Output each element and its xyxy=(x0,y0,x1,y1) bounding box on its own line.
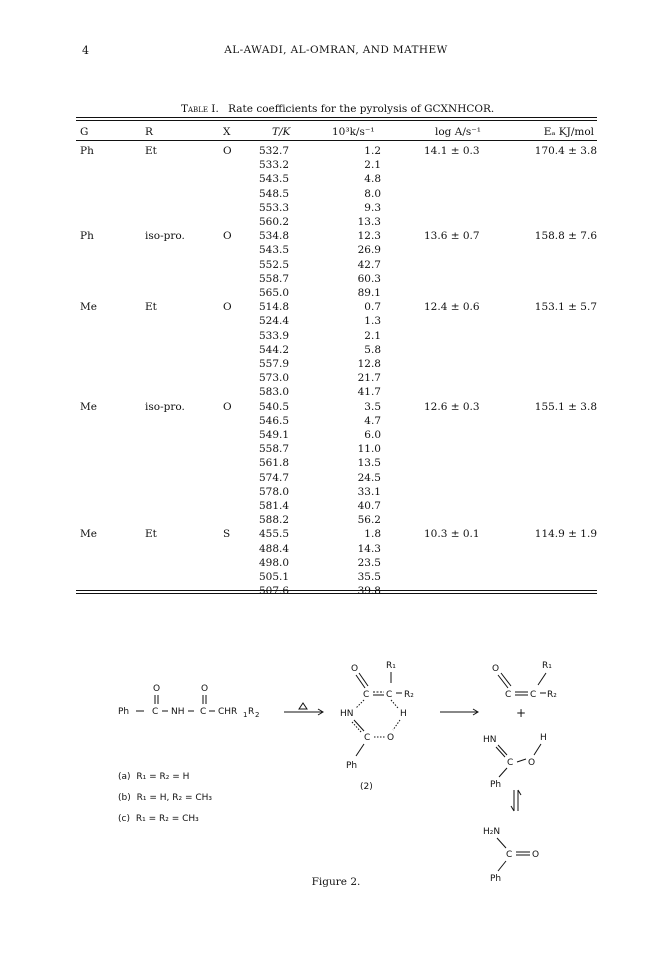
substituent-b-text: R₁ = H, R₂ = CH₃ xyxy=(136,793,213,803)
header-t: T/K xyxy=(272,126,291,138)
cell-k: 14.3 xyxy=(357,542,381,555)
compound-label: (2) xyxy=(360,782,373,792)
reactant-ph: Ph xyxy=(118,707,130,717)
ketene-c1: C xyxy=(505,690,512,700)
cell-t: 532.7 xyxy=(259,145,290,157)
cell-k: 13.5 xyxy=(357,457,381,470)
imidic-acid-structure xyxy=(483,733,547,790)
cell-t: 533.9 xyxy=(259,329,290,342)
cell-k: 4.7 xyxy=(364,414,381,427)
ts-r1: R₁ xyxy=(386,661,396,671)
cell-k: 26.9 xyxy=(357,244,381,257)
table-caption-text: Rate coefficients for the pyrolysis of GCXNHCOR. xyxy=(228,103,495,115)
ts-o: O xyxy=(351,664,359,674)
ts-ch-dotted xyxy=(391,700,398,708)
amide-h2n: H₂N xyxy=(483,827,501,837)
transition-state-structure xyxy=(340,661,414,792)
header-g: G xyxy=(80,126,89,138)
reactant-c1: C xyxy=(152,707,159,717)
cell-k: 2.1 xyxy=(364,329,381,342)
cell-t: 557.9 xyxy=(259,358,290,370)
cell-ea: 153.1 ± 5.7 xyxy=(534,301,597,314)
cell-t: 505.1 xyxy=(259,571,290,583)
cell-ea: 155.1 ± 3.8 xyxy=(534,400,597,413)
substituent-c xyxy=(118,814,199,824)
cell-t: 544.2 xyxy=(259,343,290,356)
running-head: AL-AWADI, AL-OMRAN, AND MATHEW xyxy=(224,44,448,56)
cell-ea: 170.4 ± 3.8 xyxy=(534,145,597,157)
ts-ph-bond xyxy=(356,744,364,756)
cell-t: 578.0 xyxy=(259,485,290,498)
substituent-b xyxy=(118,793,212,803)
cell-k: 13.3 xyxy=(357,216,381,228)
cell-t: 498.0 xyxy=(259,556,290,569)
reactant-structure xyxy=(118,684,259,719)
ketene-r1: R₁ xyxy=(542,661,552,671)
ts-co-bond-a xyxy=(356,675,365,688)
imidic-h: H xyxy=(540,733,547,743)
imidic-co-bond xyxy=(517,759,526,762)
header-loga: log A/s⁻¹ xyxy=(435,126,481,138)
imidic-o: O xyxy=(528,758,536,768)
ts-ph: Ph xyxy=(346,761,358,771)
ketene-c2: C xyxy=(530,690,537,700)
cell-g: Me xyxy=(80,301,97,314)
cell-k: 12.3 xyxy=(357,230,381,243)
cell-k: 1.3 xyxy=(364,315,381,328)
cell-loga: 13.6 ± 0.7 xyxy=(424,230,480,243)
cell-t: 574.7 xyxy=(259,471,290,484)
ketene-co-bond-b xyxy=(501,673,511,686)
cell-t: 588.2 xyxy=(259,514,290,527)
header-k: 10³k/s⁻¹ xyxy=(332,126,375,138)
header-ea: Eₐ KJ/mol xyxy=(543,126,594,138)
reactant-o2: O xyxy=(201,684,209,694)
figure-caption: Figure 2. xyxy=(311,876,361,888)
substituent-c-tag: (c) xyxy=(118,814,130,824)
cell-r: Et xyxy=(145,145,157,157)
cell-x: O xyxy=(223,145,232,157)
cell-k: 42.7 xyxy=(357,258,381,271)
cell-k: 21.7 xyxy=(357,372,381,385)
ts-c2: C xyxy=(386,690,393,700)
header-r: R xyxy=(145,126,153,138)
amide-ph-bond xyxy=(498,861,506,871)
substituent-a-tag: (a) xyxy=(118,772,131,782)
substituent-a xyxy=(118,772,189,782)
cell-k: 4.8 xyxy=(364,173,381,186)
cell-t: 546.5 xyxy=(259,414,290,427)
cell-g: Ph xyxy=(80,145,94,157)
cell-k: 60.3 xyxy=(357,272,381,285)
ts-r2: R₂ xyxy=(404,690,414,700)
cell-k: 12.8 xyxy=(357,358,381,370)
cell-t: 581.4 xyxy=(259,500,290,512)
cell-ea: 114.9 ± 1.9 xyxy=(534,528,597,541)
cell-k: 3.5 xyxy=(364,400,381,413)
cell-x: O xyxy=(223,400,232,413)
cell-t: 558.7 xyxy=(259,272,290,285)
cell-k: 23.5 xyxy=(357,556,381,569)
substituent-key xyxy=(118,772,212,824)
cell-t: 514.8 xyxy=(259,301,290,314)
reactant-r1-sub: 1 xyxy=(243,711,248,719)
cell-k: 11.0 xyxy=(357,443,381,456)
cell-loga: 12.4 ± 0.6 xyxy=(424,301,480,314)
cell-t: 534.8 xyxy=(259,230,290,243)
cell-loga: 12.6 ± 0.3 xyxy=(424,400,480,413)
cell-r: iso-pro. xyxy=(145,230,185,243)
cell-k: 2.1 xyxy=(364,159,381,172)
cell-t: 543.5 xyxy=(259,173,290,186)
page-number: 4 xyxy=(82,44,89,57)
ketene-r2: R₂ xyxy=(547,690,557,700)
cell-t: 543.5 xyxy=(259,244,290,257)
product-arrow-icon xyxy=(440,709,478,715)
cell-r: iso-pro. xyxy=(145,400,185,413)
ts-c1: C xyxy=(363,690,370,700)
ts-co-bond-b xyxy=(359,673,368,686)
reactant-o1: O xyxy=(153,684,161,694)
cell-k: 0.7 xyxy=(364,301,381,314)
cell-t: 507.6 xyxy=(259,585,290,598)
cell-g: Ph xyxy=(80,230,94,243)
cell-t: 560.2 xyxy=(259,216,290,228)
substituent-b-tag: (b) xyxy=(118,793,131,803)
cell-t: 561.8 xyxy=(259,457,290,470)
cell-k: 5.8 xyxy=(364,343,381,356)
cell-g: Me xyxy=(80,528,97,541)
cell-k: 6.0 xyxy=(364,429,381,441)
ketene-r1-bond xyxy=(538,673,546,685)
substituent-a-text: R₁ = R₂ = H xyxy=(136,772,190,782)
ts-ho-dotted xyxy=(393,720,400,730)
cell-k: 24.5 xyxy=(357,471,381,484)
cell-k: 39.8 xyxy=(357,585,381,598)
amide-nc-bond xyxy=(497,838,506,848)
amide-o: O xyxy=(532,850,540,860)
imidic-oh-bond xyxy=(534,744,541,755)
cell-k: 56.2 xyxy=(357,514,381,527)
cell-t: 552.5 xyxy=(259,258,290,271)
cell-t: 548.5 xyxy=(259,187,290,200)
ts-cn-dotted xyxy=(356,700,364,708)
cell-x: O xyxy=(223,301,232,314)
equilibrium-arrows-icon xyxy=(511,790,521,811)
cell-t: 565.0 xyxy=(259,287,290,299)
substituent-c-text: R₁ = R₂ = CH₃ xyxy=(135,814,199,824)
header-x: X xyxy=(223,126,231,138)
cell-k: 40.7 xyxy=(357,500,381,512)
cell-x: O xyxy=(223,230,232,243)
cell-ea: 158.8 ± 7.6 xyxy=(534,230,597,243)
cell-t: 583.0 xyxy=(259,386,290,399)
imidic-ph: Ph xyxy=(490,780,502,790)
cell-t: 533.2 xyxy=(259,159,290,172)
amide-c: C xyxy=(506,850,513,860)
ts-o2: O xyxy=(387,733,395,743)
cell-t: 558.7 xyxy=(259,443,290,456)
imidic-ph-bond xyxy=(499,768,507,777)
reactant-nh: NH xyxy=(171,707,185,717)
cell-t: 549.1 xyxy=(259,429,290,441)
imidic-c: C xyxy=(507,758,514,768)
table-caption-label: Table I. xyxy=(181,103,219,115)
cell-t: 553.3 xyxy=(259,201,290,214)
cell-k: 41.7 xyxy=(357,386,381,399)
cell-k: 1.8 xyxy=(364,528,381,541)
cell-r: Et xyxy=(145,301,157,314)
imidic-hn: HN xyxy=(483,735,497,745)
heat-arrow-icon xyxy=(284,703,323,715)
cell-k: 35.5 xyxy=(357,571,381,583)
cell-loga: 10.3 ± 0.1 xyxy=(424,528,480,541)
cell-k: 8.0 xyxy=(364,187,381,200)
reactant-r2: R xyxy=(248,707,255,717)
ketene-structure xyxy=(492,661,557,700)
cell-k: 33.1 xyxy=(357,485,381,498)
cell-t: 488.4 xyxy=(259,542,290,555)
cell-t: 455.5 xyxy=(259,528,290,541)
reactant-c2: C xyxy=(200,707,207,717)
ts-hn: HN xyxy=(340,709,354,719)
cell-loga: 14.1 ± 0.3 xyxy=(424,145,480,157)
ts-c3: C xyxy=(364,733,371,743)
cell-g: Me xyxy=(80,400,97,413)
cell-k: 89.1 xyxy=(357,287,381,299)
cell-t: 573.0 xyxy=(259,372,290,385)
plus-sign: + xyxy=(516,706,527,720)
ketene-o: O xyxy=(492,664,500,674)
amide-ph: Ph xyxy=(490,874,502,884)
cell-t: 524.4 xyxy=(259,315,290,328)
reactant-chr: CHR xyxy=(218,707,238,717)
ts-h: H xyxy=(400,709,407,719)
cell-k: 9.3 xyxy=(364,201,381,214)
reactant-r2-sub: 2 xyxy=(255,711,260,719)
ketene-co-bond-a xyxy=(498,675,508,688)
cell-t: 540.5 xyxy=(259,400,290,413)
cell-k: 1.2 xyxy=(364,145,381,157)
cell-x: S xyxy=(223,528,231,541)
cell-r: Et xyxy=(145,528,157,541)
